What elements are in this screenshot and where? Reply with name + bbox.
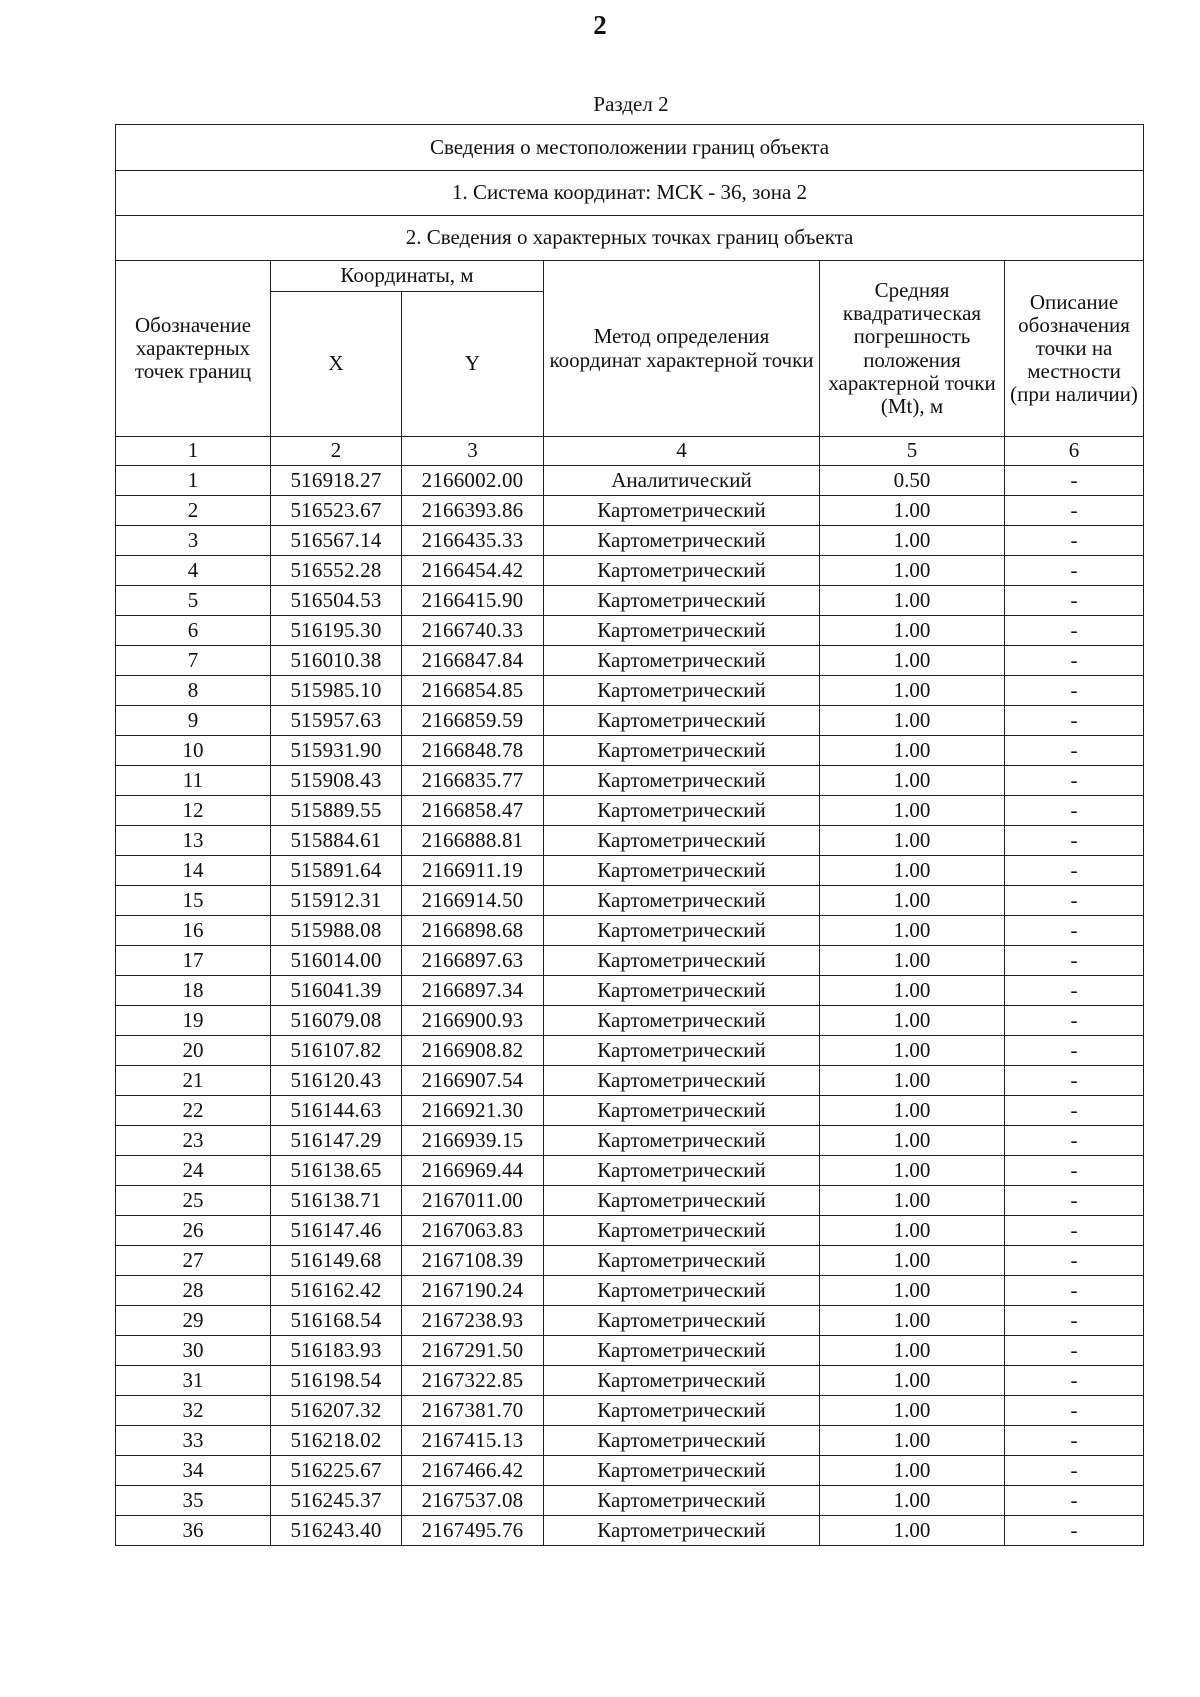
table-row xyxy=(116,1216,1144,1246)
method-cell: Картометрический xyxy=(544,1246,820,1276)
point-number: 1 xyxy=(116,466,271,496)
table-row xyxy=(116,1096,1144,1126)
table-row xyxy=(116,646,1144,676)
description-cell: - xyxy=(1005,1126,1144,1156)
header-error: Средняя квадратическая погрешность положения характерной точки (Mt), м xyxy=(820,261,1005,437)
coordinate-x: 516107.82 xyxy=(271,1036,402,1066)
description-cell: - xyxy=(1005,1396,1144,1426)
coordinate-y: 2166898.68 xyxy=(402,916,544,946)
error-cell: 1.00 xyxy=(820,616,1005,646)
section-title: Раздел 2 xyxy=(593,92,669,116)
point-number: 13 xyxy=(116,826,271,856)
coordinate-x: 516014.00 xyxy=(271,946,402,976)
coordinate-x: 516010.38 xyxy=(271,646,402,676)
coordinate-y: 2166454.42 xyxy=(402,556,544,586)
table-row xyxy=(116,886,1144,916)
table-row xyxy=(116,1036,1144,1066)
error-cell: 1.00 xyxy=(820,976,1005,1006)
description-cell: - xyxy=(1005,646,1144,676)
description-cell: - xyxy=(1005,706,1144,736)
point-number: 36 xyxy=(116,1516,271,1546)
error-cell: 1.00 xyxy=(820,586,1005,616)
table-row xyxy=(116,916,1144,946)
error-cell: 1.00 xyxy=(820,1486,1005,1516)
method-cell: Картометрический xyxy=(544,1216,820,1246)
table-row xyxy=(116,1396,1144,1426)
method-cell: Картометрический xyxy=(544,1276,820,1306)
coordinate-x: 516218.02 xyxy=(271,1426,402,1456)
description-cell: - xyxy=(1005,976,1144,1006)
coordinate-x: 516567.14 xyxy=(271,526,402,556)
table-row xyxy=(116,1246,1144,1276)
error-cell: 1.00 xyxy=(820,1036,1005,1066)
error-cell: 1.00 xyxy=(820,1456,1005,1486)
error-cell: 1.00 xyxy=(820,1006,1005,1036)
coordinate-x: 516918.27 xyxy=(271,466,402,496)
method-cell: Картометрический xyxy=(544,646,820,676)
coordinate-y: 2166969.44 xyxy=(402,1156,544,1186)
description-cell: - xyxy=(1005,1066,1144,1096)
method-cell: Картометрический xyxy=(544,796,820,826)
point-number: 30 xyxy=(116,1336,271,1366)
description-cell: - xyxy=(1005,886,1144,916)
method-cell: Картометрический xyxy=(544,916,820,946)
coordinate-x: 516168.54 xyxy=(271,1306,402,1336)
point-number: 22 xyxy=(116,1096,271,1126)
coordinate-x: 515912.31 xyxy=(271,886,402,916)
point-number: 31 xyxy=(116,1366,271,1396)
table-row xyxy=(116,1126,1144,1156)
point-number: 14 xyxy=(116,856,271,886)
method-cell: Картометрический xyxy=(544,1396,820,1426)
coordinate-y: 2166908.82 xyxy=(402,1036,544,1066)
method-cell: Картометрический xyxy=(544,1486,820,1516)
description-cell: - xyxy=(1005,826,1144,856)
coordinate-x: 516147.46 xyxy=(271,1216,402,1246)
point-number: 20 xyxy=(116,1036,271,1066)
point-number: 11 xyxy=(116,766,271,796)
method-cell: Картометрический xyxy=(544,526,820,556)
point-number: 26 xyxy=(116,1216,271,1246)
description-cell: - xyxy=(1005,916,1144,946)
error-cell: 1.00 xyxy=(820,646,1005,676)
method-cell: Картометрический xyxy=(544,856,820,886)
coordinate-x: 516207.32 xyxy=(271,1396,402,1426)
error-cell: 1.00 xyxy=(820,1366,1005,1396)
coordinate-x: 516147.29 xyxy=(271,1126,402,1156)
table-row xyxy=(116,736,1144,766)
point-number: 28 xyxy=(116,1276,271,1306)
coordinate-y: 2166740.33 xyxy=(402,616,544,646)
coordinate-y: 2167322.85 xyxy=(402,1366,544,1396)
coordinate-y: 2166858.47 xyxy=(402,796,544,826)
error-cell: 1.00 xyxy=(820,496,1005,526)
table-row xyxy=(116,1186,1144,1216)
coordinate-x: 515988.08 xyxy=(271,916,402,946)
description-cell: - xyxy=(1005,1156,1144,1186)
point-number: 33 xyxy=(116,1426,271,1456)
point-number: 7 xyxy=(116,646,271,676)
coordinate-x: 516138.71 xyxy=(271,1186,402,1216)
coordinate-y: 2166897.63 xyxy=(402,946,544,976)
method-cell: Картометрический xyxy=(544,946,820,976)
point-number: 16 xyxy=(116,916,271,946)
coordinate-y: 2167063.83 xyxy=(402,1216,544,1246)
error-cell: 1.00 xyxy=(820,1516,1005,1546)
coordinate-x: 516183.93 xyxy=(271,1336,402,1366)
point-number: 29 xyxy=(116,1306,271,1336)
description-cell: - xyxy=(1005,1336,1144,1366)
coordinate-y: 2166415.90 xyxy=(402,586,544,616)
point-number: 5 xyxy=(116,586,271,616)
points-caption: 2. Сведения о характерных точках границ объекта xyxy=(116,216,1144,261)
point-number: 27 xyxy=(116,1246,271,1276)
table-row xyxy=(116,1486,1144,1516)
point-number: 18 xyxy=(116,976,271,1006)
header-y: Y xyxy=(402,292,544,437)
point-number: 24 xyxy=(116,1156,271,1186)
coordinate-x: 515985.10 xyxy=(271,676,402,706)
coordinate-y: 2166847.84 xyxy=(402,646,544,676)
coordinate-y: 2167011.00 xyxy=(402,1186,544,1216)
coordinate-x: 515931.90 xyxy=(271,736,402,766)
method-cell: Картометрический xyxy=(544,706,820,736)
table-row xyxy=(116,466,1144,496)
coordinate-x: 516162.42 xyxy=(271,1276,402,1306)
coordinate-y: 2166859.59 xyxy=(402,706,544,736)
table-row xyxy=(116,826,1144,856)
table-title: Сведения о местоположении границ объекта xyxy=(116,125,1144,171)
table-row xyxy=(116,556,1144,586)
error-cell: 1.00 xyxy=(820,796,1005,826)
coordinate-y: 2167238.93 xyxy=(402,1306,544,1336)
description-cell: - xyxy=(1005,1186,1144,1216)
point-number: 10 xyxy=(116,736,271,766)
coordinate-x: 516144.63 xyxy=(271,1096,402,1126)
error-cell: 1.00 xyxy=(820,826,1005,856)
error-cell: 1.00 xyxy=(820,1276,1005,1306)
description-cell: - xyxy=(1005,766,1144,796)
error-cell: 1.00 xyxy=(820,556,1005,586)
table-row xyxy=(116,1426,1144,1456)
description-cell: - xyxy=(1005,796,1144,826)
description-cell: - xyxy=(1005,1246,1144,1276)
coordinate-y: 2167495.76 xyxy=(402,1516,544,1546)
description-cell: - xyxy=(1005,1366,1144,1396)
table-row xyxy=(116,1456,1144,1486)
error-cell: 1.00 xyxy=(820,1336,1005,1366)
description-cell: - xyxy=(1005,946,1144,976)
table-row xyxy=(116,676,1144,706)
coordinate-y: 2167190.24 xyxy=(402,1276,544,1306)
description-cell: - xyxy=(1005,1516,1144,1546)
error-cell: 1.00 xyxy=(820,946,1005,976)
error-cell: 1.00 xyxy=(820,1216,1005,1246)
description-cell: - xyxy=(1005,496,1144,526)
coordinate-y: 2166907.54 xyxy=(402,1066,544,1096)
coordinate-y: 2166835.77 xyxy=(402,766,544,796)
coordinate-y: 2167108.39 xyxy=(402,1246,544,1276)
method-cell: Картометрический xyxy=(544,1426,820,1456)
method-cell: Картометрический xyxy=(544,766,820,796)
coordinate-y: 2166888.81 xyxy=(402,826,544,856)
coordinate-y: 2166921.30 xyxy=(402,1096,544,1126)
coordinate-x: 516079.08 xyxy=(271,1006,402,1036)
method-cell: Картометрический xyxy=(544,1036,820,1066)
table-row xyxy=(116,856,1144,886)
method-cell: Аналитический xyxy=(544,466,820,496)
error-cell: 0.50 xyxy=(820,466,1005,496)
description-cell: - xyxy=(1005,676,1144,706)
description-cell: - xyxy=(1005,556,1144,586)
coordinate-x: 516504.53 xyxy=(271,586,402,616)
error-cell: 1.00 xyxy=(820,1066,1005,1096)
error-cell: 1.00 xyxy=(820,1186,1005,1216)
table-row xyxy=(116,496,1144,526)
error-cell: 1.00 xyxy=(820,676,1005,706)
error-cell: 1.00 xyxy=(820,526,1005,556)
point-number: 3 xyxy=(116,526,271,556)
coordinate-y: 2167537.08 xyxy=(402,1486,544,1516)
table-row xyxy=(116,616,1144,646)
description-cell: - xyxy=(1005,616,1144,646)
table-row xyxy=(116,1306,1144,1336)
points-table-body xyxy=(116,466,1144,1546)
coordinate-x: 516041.39 xyxy=(271,976,402,1006)
table-row xyxy=(116,1276,1144,1306)
error-cell: 1.00 xyxy=(820,766,1005,796)
description-cell: - xyxy=(1005,466,1144,496)
method-cell: Картометрический xyxy=(544,586,820,616)
description-cell: - xyxy=(1005,1486,1144,1516)
point-number: 17 xyxy=(116,946,271,976)
point-number: 12 xyxy=(116,796,271,826)
header-method: Метод определения координат характерной точки xyxy=(544,261,820,437)
column-number: 4 xyxy=(544,437,820,466)
error-cell: 1.00 xyxy=(820,1426,1005,1456)
column-number: 5 xyxy=(820,437,1005,466)
error-cell: 1.00 xyxy=(820,856,1005,886)
table-row xyxy=(116,1516,1144,1546)
coordinate-x: 515884.61 xyxy=(271,826,402,856)
description-cell: - xyxy=(1005,1276,1144,1306)
point-number: 34 xyxy=(116,1456,271,1486)
error-cell: 1.00 xyxy=(820,1156,1005,1186)
table-row xyxy=(116,706,1144,736)
error-cell: 1.00 xyxy=(820,706,1005,736)
method-cell: Картометрический xyxy=(544,616,820,646)
coordinate-x: 516523.67 xyxy=(271,496,402,526)
point-number: 23 xyxy=(116,1126,271,1156)
method-cell: Картометрический xyxy=(544,1066,820,1096)
coordinate-y: 2167291.50 xyxy=(402,1336,544,1366)
point-number: 21 xyxy=(116,1066,271,1096)
coordinate-system: 1. Система координат: МСК - 36, зона 2 xyxy=(116,171,1144,216)
error-cell: 1.00 xyxy=(820,1126,1005,1156)
coordinate-y: 2167415.13 xyxy=(402,1426,544,1456)
coordinate-y: 2166900.93 xyxy=(402,1006,544,1036)
header-point-designation: Обозначение характерных точек границ xyxy=(116,261,271,437)
error-cell: 1.00 xyxy=(820,916,1005,946)
coordinate-x: 515891.64 xyxy=(271,856,402,886)
coordinate-x: 516552.28 xyxy=(271,556,402,586)
description-cell: - xyxy=(1005,1306,1144,1336)
error-cell: 1.00 xyxy=(820,1306,1005,1336)
description-cell: - xyxy=(1005,856,1144,886)
description-cell: - xyxy=(1005,1426,1144,1456)
coordinate-y: 2166854.85 xyxy=(402,676,544,706)
error-cell: 1.00 xyxy=(820,1396,1005,1426)
point-number: 35 xyxy=(116,1486,271,1516)
method-cell: Картометрический xyxy=(544,826,820,856)
point-number: 9 xyxy=(116,706,271,736)
point-number: 15 xyxy=(116,886,271,916)
description-cell: - xyxy=(1005,1096,1144,1126)
method-cell: Картометрический xyxy=(544,1006,820,1036)
table-row xyxy=(116,1066,1144,1096)
method-cell: Картометрический xyxy=(544,1516,820,1546)
method-cell: Картометрический xyxy=(544,676,820,706)
point-number: 19 xyxy=(116,1006,271,1036)
table-row xyxy=(116,796,1144,826)
coordinate-x: 516198.54 xyxy=(271,1366,402,1396)
table-row xyxy=(116,946,1144,976)
error-cell: 1.00 xyxy=(820,736,1005,766)
coordinate-x: 516225.67 xyxy=(271,1456,402,1486)
table-row xyxy=(116,1006,1144,1036)
coordinate-x: 516120.43 xyxy=(271,1066,402,1096)
description-cell: - xyxy=(1005,526,1144,556)
column-number: 3 xyxy=(402,437,544,466)
error-cell: 1.00 xyxy=(820,1096,1005,1126)
point-number: 25 xyxy=(116,1186,271,1216)
point-number: 32 xyxy=(116,1396,271,1426)
description-cell: - xyxy=(1005,1036,1144,1066)
method-cell: Картометрический xyxy=(544,1336,820,1366)
table-row xyxy=(116,766,1144,796)
method-cell: Картометрический xyxy=(544,1366,820,1396)
table-row xyxy=(116,976,1144,1006)
point-number: 2 xyxy=(116,496,271,526)
coordinate-x: 515889.55 xyxy=(271,796,402,826)
page-number: 2 xyxy=(593,10,607,40)
method-cell: Картометрический xyxy=(544,886,820,916)
coordinate-x: 516243.40 xyxy=(271,1516,402,1546)
method-cell: Картометрический xyxy=(544,1156,820,1186)
column-number: 2 xyxy=(271,437,402,466)
coordinate-y: 2167381.70 xyxy=(402,1396,544,1426)
coordinate-y: 2166914.50 xyxy=(402,886,544,916)
coordinate-y: 2166393.86 xyxy=(402,496,544,526)
point-number: 4 xyxy=(116,556,271,586)
coordinate-y: 2166848.78 xyxy=(402,736,544,766)
description-cell: - xyxy=(1005,1216,1144,1246)
method-cell: Картометрический xyxy=(544,556,820,586)
header-x: X xyxy=(271,292,402,437)
table-row xyxy=(116,1366,1144,1396)
description-cell: - xyxy=(1005,736,1144,766)
coordinate-y: 2166939.15 xyxy=(402,1126,544,1156)
header-coordinates: Координаты, м xyxy=(271,261,544,292)
table-row xyxy=(116,1156,1144,1186)
error-cell: 1.00 xyxy=(820,1246,1005,1276)
method-cell: Картометрический xyxy=(544,1306,820,1336)
point-number: 6 xyxy=(116,616,271,646)
description-cell: - xyxy=(1005,586,1144,616)
method-cell: Картометрический xyxy=(544,736,820,766)
point-number: 8 xyxy=(116,676,271,706)
column-number: 1 xyxy=(116,437,271,466)
coordinate-y: 2166002.00 xyxy=(402,466,544,496)
method-cell: Картометрический xyxy=(544,496,820,526)
coordinate-x: 515957.63 xyxy=(271,706,402,736)
method-cell: Картометрический xyxy=(544,1456,820,1486)
method-cell: Картометрический xyxy=(544,1126,820,1156)
method-cell: Картометрический xyxy=(544,1186,820,1216)
method-cell: Картометрический xyxy=(544,976,820,1006)
table-row xyxy=(116,1336,1144,1366)
coordinate-x: 516149.68 xyxy=(271,1246,402,1276)
coordinate-y: 2166911.19 xyxy=(402,856,544,886)
description-cell: - xyxy=(1005,1006,1144,1036)
boundary-points-table xyxy=(115,124,1144,1546)
header-description: Описание обозначения точки на местности (при наличии) xyxy=(1005,261,1144,437)
coordinate-x: 516245.37 xyxy=(271,1486,402,1516)
table-row xyxy=(116,526,1144,556)
description-cell: - xyxy=(1005,1456,1144,1486)
coordinate-y: 2167466.42 xyxy=(402,1456,544,1486)
error-cell: 1.00 xyxy=(820,886,1005,916)
coordinate-y: 2166435.33 xyxy=(402,526,544,556)
coordinate-x: 516138.65 xyxy=(271,1156,402,1186)
coordinate-y: 2166897.34 xyxy=(402,976,544,1006)
coordinate-x: 515908.43 xyxy=(271,766,402,796)
method-cell: Картометрический xyxy=(544,1096,820,1126)
table-row xyxy=(116,586,1144,616)
column-number: 6 xyxy=(1005,437,1144,466)
coordinate-x: 516195.30 xyxy=(271,616,402,646)
